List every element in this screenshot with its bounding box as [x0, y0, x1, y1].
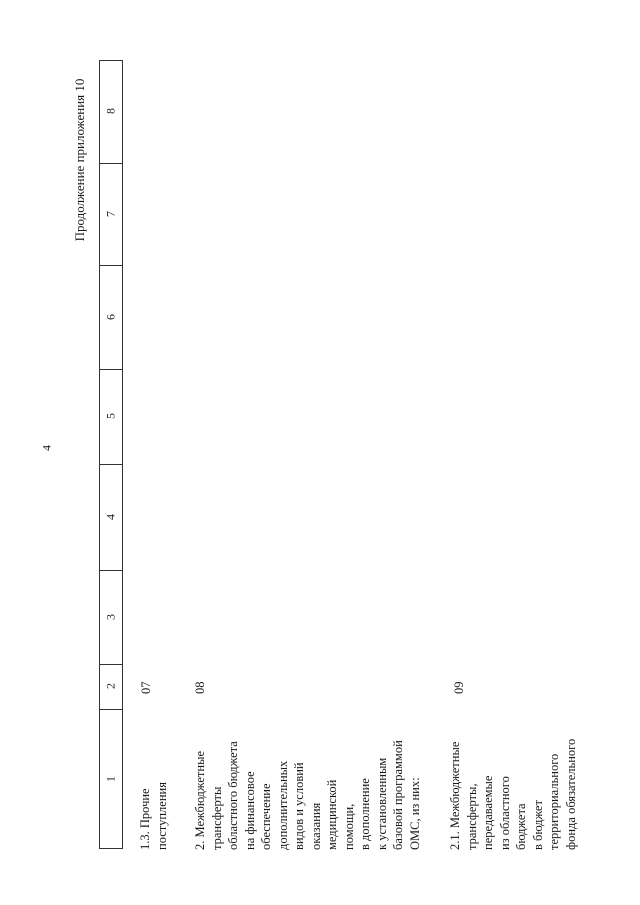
row-name-line: фонда обязательного [563, 738, 578, 850]
row-name-line: ОМС, из них: [407, 777, 422, 850]
column-separator [99, 664, 123, 665]
row-code: 07 [139, 681, 153, 694]
row-name-line: базовой программой [391, 740, 405, 850]
row-code: 09 [452, 681, 466, 694]
row-name-line: трансферты, [464, 783, 479, 850]
row-name-line: оказания [308, 802, 323, 850]
table-line-bottom [99, 848, 123, 849]
column-number: 5 [103, 413, 118, 419]
row-name-line: видов и условий [292, 762, 306, 850]
row-name [192, 740, 423, 850]
table-line-right [122, 60, 123, 848]
column-number: 1 [103, 776, 118, 782]
column-separator [99, 709, 123, 710]
row-name-line: 2. Межбюджетные [193, 750, 207, 850]
row-name-line: 1.3. Прочие [138, 788, 152, 850]
row-name-line: трансферты [209, 786, 224, 850]
row-name-line: поступления [154, 782, 169, 850]
page-number: 4 [39, 445, 54, 451]
table-line-left [99, 60, 100, 848]
row-name-line: дополнительных [275, 760, 290, 850]
row-name-line: к установленным [374, 757, 389, 850]
row-name-line: передаваемые [481, 775, 495, 850]
column-separator [99, 163, 123, 164]
row-name-line: территориального [547, 753, 561, 850]
column-separator [99, 464, 123, 465]
column-separator [99, 265, 123, 266]
column-number: 7 [103, 211, 118, 217]
row-name-line: бюджета [514, 803, 528, 850]
row-name-line: 2.1. Межбюджетные [448, 741, 462, 850]
column-number: 3 [103, 614, 118, 620]
column-number: 4 [103, 514, 118, 520]
column-separator [99, 369, 123, 370]
column-separator [99, 570, 123, 571]
column-number: 6 [103, 314, 118, 320]
row-name-line: из областного [497, 776, 512, 850]
row-name-line: на финансовое [242, 771, 257, 850]
table-line-top [99, 60, 123, 61]
row-name-line: медицинской [325, 779, 339, 850]
column-number: 2 [103, 683, 118, 689]
row-name-line: помощи, [341, 803, 356, 850]
appendix-caption: Продолжение приложения 10 [72, 78, 87, 242]
column-number: 8 [103, 108, 118, 114]
row-name [447, 739, 579, 850]
row-name [137, 782, 170, 850]
row-name-line: в дополнение [358, 778, 372, 850]
row-name-line: областного бюджета [226, 741, 240, 850]
row-code: 08 [193, 681, 207, 694]
row-name-line: в бюджет [530, 800, 545, 850]
row-name-line: обеспечение [259, 783, 273, 850]
